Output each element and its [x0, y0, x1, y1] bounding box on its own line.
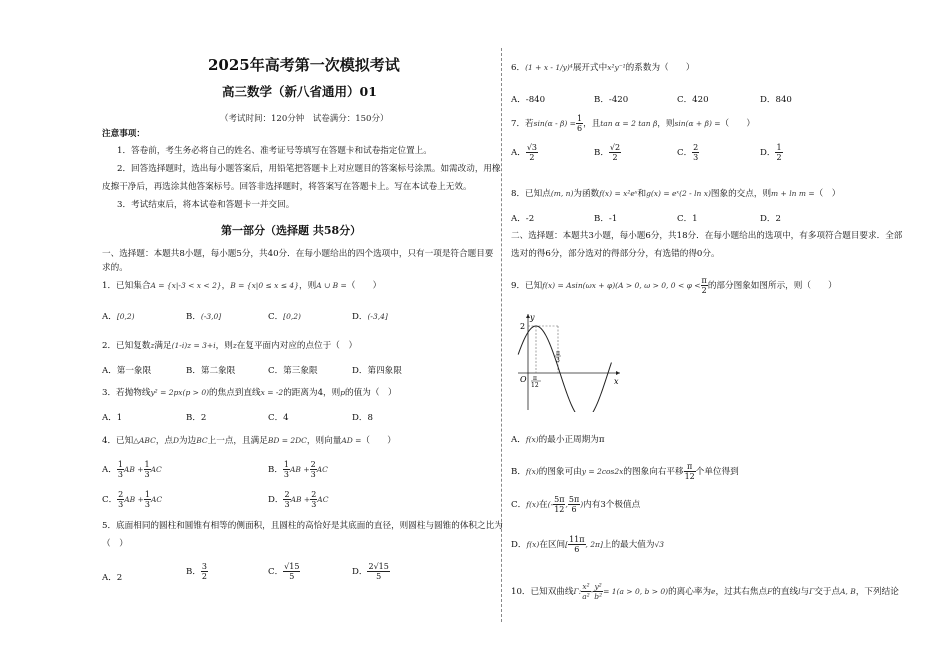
- q9-a-text: 的最小正周期为π: [538, 435, 605, 445]
- q7-c-num: 2: [693, 143, 699, 152]
- q7-option-c[interactable]: [677, 143, 699, 162]
- q5-blank: （ ）: [102, 539, 128, 549]
- graph-origin: O: [520, 375, 527, 384]
- q7-cond: tan α = 2 tan β: [600, 119, 658, 128]
- q10-pre: 10．已知双曲线: [511, 587, 574, 597]
- part2-intro-b: 选对的得6分，部分选对的得部分分，有选错的得0分。: [511, 249, 720, 259]
- q2-post2: 在复平面内对应的点位于（ ）: [236, 341, 358, 351]
- q2-post: ，则: [215, 341, 233, 351]
- q9-b-mid2: 的图象向右平移: [623, 467, 684, 477]
- q9-b-mid: 的图象可由: [538, 467, 582, 477]
- q5-b-label: B．: [186, 567, 201, 577]
- q4-d-t1: AB +: [290, 495, 311, 504]
- exam-title: 2025年高考第一次模拟考试: [208, 56, 400, 74]
- q9-post: 的部分图象如图所示，则（ ）: [707, 281, 837, 291]
- q7-b-frac: [609, 143, 621, 162]
- q3-line: x = -2: [260, 388, 284, 397]
- question-2: [102, 340, 357, 352]
- part2-intro-a: 二、选择题：本题共3小题，每小题6分，共18分．在每小题给出的选项中，有多项符合题目要求．全部: [511, 231, 903, 241]
- q1-option-b[interactable]: [186, 310, 221, 322]
- question-3: [102, 387, 397, 399]
- q7-expr2: sin(α + β) =: [674, 119, 721, 128]
- q10-F: F: [767, 587, 773, 596]
- q9-b-post: 个单位得到: [695, 467, 739, 477]
- q4-option-c[interactable]: [102, 490, 162, 509]
- q8-option-a[interactable]: A．-2: [511, 214, 535, 224]
- q8-pre: 8．已知点: [511, 189, 551, 199]
- q5-option-b[interactable]: [186, 562, 208, 581]
- graph-x1-den: 12: [531, 382, 539, 389]
- q9-den: 2: [701, 286, 707, 295]
- q10-AB: A, B: [840, 587, 856, 596]
- question-10: [511, 582, 899, 601]
- q7-expr: sin(α - β) =: [533, 119, 576, 128]
- q8-pt: (m, n): [550, 189, 574, 198]
- q9-b-g: y = 2cos2x: [581, 467, 624, 476]
- q1-post: ，则: [298, 281, 317, 291]
- q1-a-label: A．: [102, 312, 117, 322]
- q4-option-b[interactable]: [268, 460, 328, 479]
- q6-post: 的系数为（ ）: [625, 63, 695, 73]
- q7-b-den: 2: [612, 153, 618, 162]
- q9-option-c[interactable]: [511, 495, 640, 514]
- q4-c-frac2: [144, 490, 151, 509]
- q5-d-den: 5: [376, 572, 382, 581]
- q5-d-label: D．: [352, 567, 368, 577]
- q5-option-c[interactable]: [268, 562, 300, 581]
- q9-option-b[interactable]: [511, 462, 739, 481]
- q4-a-n1: 1: [117, 460, 123, 469]
- graph-x1-num: π: [533, 375, 537, 382]
- q6-term: x²y⁻¹: [607, 63, 626, 72]
- q9-c-n2: 5π: [568, 495, 580, 504]
- q4-pre: 4．已知: [102, 436, 134, 446]
- q9-a-f: f(x): [525, 435, 539, 444]
- q8-option-c[interactable]: C．1: [677, 214, 698, 224]
- q9-b-num: π: [684, 462, 696, 472]
- q7-b-label: B．: [594, 148, 609, 158]
- q6-expr: (1 + x - 1/y)⁴: [525, 63, 573, 72]
- q7-frac: [576, 114, 583, 133]
- q4-a-d2: 3: [144, 470, 150, 479]
- exam-subtitle: 高三数学（新八省通用）01: [222, 84, 377, 99]
- q2-pre: 2．已知复数: [102, 341, 151, 351]
- q4-c-d1: 3: [118, 500, 124, 509]
- q9-b-f: f(x): [525, 467, 539, 476]
- q2-option-d[interactable]: D．第四象限: [352, 366, 402, 376]
- q5-option-d[interactable]: [352, 562, 390, 581]
- q3-pre: 3．若抛物线: [102, 388, 151, 398]
- q1-set-b: B = {x|0 ≤ x ≤ 4}: [230, 281, 299, 290]
- q8-expr: m + ln m =: [771, 189, 815, 198]
- q9-d-post: 上的最大值为: [602, 540, 655, 550]
- q7-c-label: C．: [677, 148, 693, 158]
- q2-eq: (1-i)z = 3+i: [171, 341, 216, 350]
- q6-mid: 展开式中: [572, 63, 608, 73]
- q9-f: f(x) = Asin(ωx + φ): [542, 281, 616, 290]
- q1-expr: A ∪ B =: [316, 281, 347, 290]
- q1-option-c[interactable]: [268, 310, 301, 322]
- q6-pre: 6．: [511, 63, 526, 73]
- q2-var: z: [150, 341, 155, 350]
- q4-option-a[interactable]: [102, 460, 162, 479]
- q9-b-den: 12: [684, 472, 695, 481]
- q9-d-mid: 在区间: [539, 540, 566, 550]
- q10-mid: 的离心率为: [668, 587, 712, 597]
- sine-curve: [518, 326, 611, 412]
- q1-option-d[interactable]: [352, 310, 388, 322]
- q4-d-n2: 2: [311, 490, 317, 499]
- q4-blank: （ ）: [361, 436, 396, 446]
- q4-b-t1: AB +: [290, 465, 310, 474]
- q7-c-den: 3: [693, 153, 699, 162]
- q4-b-d1: 3: [283, 470, 290, 479]
- q5-b-num: 3: [201, 562, 208, 571]
- q7-mid: ，且: [583, 119, 601, 129]
- q4-d-label: D．: [268, 495, 284, 505]
- q4-b-frac1: [283, 460, 290, 479]
- q6-option-b[interactable]: B．-420: [594, 95, 629, 105]
- notice-heading: 注意事项：: [102, 129, 145, 139]
- q9-c-sep: ,: [565, 500, 568, 509]
- q10-mid2: ，过其右焦点: [715, 587, 768, 597]
- q9-sine-graph: [516, 310, 622, 412]
- q3-var: p: [340, 388, 346, 397]
- exam-info: （考试时间：120分钟 试卷满分：150分）: [220, 114, 389, 124]
- q3-post: 的值为（ ）: [345, 388, 397, 398]
- q9-c-post: 内有3个极值点: [583, 500, 641, 510]
- q10-mid4: 与: [800, 587, 810, 597]
- graph-x2-den: 3: [556, 357, 560, 364]
- question-7: [511, 114, 755, 133]
- q2-option-a[interactable]: A．第一象限: [102, 366, 152, 376]
- q3-mid2: 的距离为4，则: [283, 388, 341, 398]
- q5-c-frac: [283, 562, 300, 581]
- q4-c-n1: 2: [118, 490, 124, 499]
- q4-mid: ，点: [155, 436, 174, 446]
- q9-c-close: ): [580, 500, 584, 509]
- q4-c-t2: AC: [150, 495, 163, 504]
- q4-d-frac1: [283, 490, 290, 509]
- q4-pt: D: [173, 436, 180, 445]
- q9-c-d1: 12: [554, 505, 565, 514]
- q3-option-d[interactable]: D．8: [352, 413, 373, 423]
- q4-d-t2: AC: [317, 495, 329, 504]
- q9-option-d[interactable]: D．f(x)在区间[ $\frac{11\pi}{6}$ , 2π]上的最大值为√3: [511, 535, 665, 554]
- q7-den: 6: [576, 124, 583, 133]
- q5-c-num: √15: [284, 562, 300, 571]
- q4-b-n1: 1: [283, 460, 290, 469]
- q10-minus: -: [590, 587, 594, 596]
- q1-d-value: (-3,4]: [367, 312, 388, 321]
- question-1: [102, 280, 381, 292]
- q7-d-num: 1: [776, 143, 782, 152]
- q4-option-d[interactable]: [268, 490, 328, 509]
- q10-e: e: [711, 587, 716, 596]
- q4-a-label: A．: [102, 465, 117, 475]
- q4-vec: AD =: [341, 436, 362, 445]
- q5-d-num: 2√15: [368, 562, 389, 571]
- q7-num: 1: [576, 114, 583, 123]
- q7-pre: 7．若: [511, 119, 534, 129]
- q4-b-label: B．: [268, 465, 283, 475]
- q7-option-a[interactable]: [511, 143, 538, 162]
- q8-mid: 为函数: [573, 189, 600, 199]
- q7-a-den: 2: [529, 153, 535, 162]
- q9-option-a[interactable]: [511, 433, 604, 445]
- q7-blank: （ ）: [720, 119, 755, 129]
- q9-c-int: (-: [547, 500, 554, 509]
- q3-eq: y² = 2px(p > 0): [150, 388, 210, 397]
- q9-d-int: , 2π]: [585, 540, 603, 549]
- q4-cond: BD = 2DC: [267, 436, 307, 445]
- q6-option-c[interactable]: C．420: [677, 95, 709, 105]
- question-4: [102, 435, 396, 447]
- question-8: [511, 188, 840, 200]
- q4-a-t1: AB +: [123, 465, 144, 474]
- q9-b-label: B．: [511, 467, 526, 477]
- q9-pre: 9．已知: [511, 281, 543, 291]
- notice-item-2a: 2．回答选择题时，选出每小题答案后，用铅笔把答题卡上对应题目的答案标号涂黑。如需改动，用橡: [117, 164, 501, 174]
- q10-eq: = 1(a > 0, b > 0): [603, 587, 669, 596]
- q9-c-f: f(x): [526, 500, 540, 509]
- q4-tri: △ABC: [133, 436, 156, 445]
- q10-mid3: 的直线: [772, 587, 799, 597]
- graph-y-label: y: [530, 313, 535, 322]
- q4-a-frac2: [144, 460, 151, 479]
- q4-b-n2: 2: [310, 460, 316, 469]
- q5-b-den: 2: [201, 572, 208, 581]
- graph-x-label: x: [614, 377, 619, 386]
- graph-y-tick-2: 2: [520, 322, 526, 331]
- question-9: [511, 276, 837, 295]
- q4-c-n2: 1: [144, 490, 150, 499]
- q5-d-frac: [367, 562, 389, 581]
- q8-post: 图象的交点，则: [710, 189, 772, 199]
- q4-a-d1: 3: [117, 470, 123, 479]
- q7-a-num: √3: [526, 143, 537, 152]
- q9-d-frac: [568, 535, 585, 554]
- q5-b-frac: [201, 562, 208, 581]
- q5-option-a[interactable]: A．2: [102, 573, 123, 583]
- q4-a-n2: 1: [144, 460, 150, 469]
- q9-c-n1: 5π: [554, 495, 565, 504]
- q3-option-c[interactable]: C．4: [268, 413, 289, 423]
- q4-mid2: 为边: [179, 436, 197, 446]
- q3-mid: 的焦点到直线: [209, 388, 261, 398]
- notice-item-2b: 皮擦干净后，再选涂其他答案标号。回答非选择题时，将答案写在答题卡上。写在本试卷上无效。: [102, 182, 472, 192]
- part1-intro-b: 求的。: [102, 263, 128, 273]
- q7-c-frac: [692, 143, 699, 162]
- q1-b-value: (-3,0]: [200, 312, 222, 321]
- q4-c-label: C．: [102, 495, 118, 505]
- part1-intro-a: 一、选择题：本题共8小题，每小题5分，共40分．在每小题给出的四个选项中，只有一项是符合题目要: [102, 249, 494, 259]
- question-6: [511, 62, 694, 74]
- q1-c-value: [0,2): [283, 312, 301, 321]
- q9-d-d1: 6: [574, 545, 580, 554]
- q3-option-a[interactable]: A．1: [102, 413, 123, 423]
- q2-mid: 满足: [154, 341, 172, 351]
- q9-d-val: √3: [654, 540, 665, 549]
- q10-xn: x²: [582, 582, 590, 591]
- q4-d-d1: 3: [284, 500, 290, 509]
- q9-frac: [701, 276, 708, 295]
- q4-b-d2: 3: [310, 470, 316, 479]
- q1-sep: ，: [221, 281, 231, 291]
- q7-a-label: A．: [511, 148, 526, 158]
- column-divider: [501, 48, 502, 622]
- q10-yfrac: [590, 582, 603, 601]
- q8-g: g(x) = eˣ(2 - ln x): [646, 189, 711, 198]
- q9-c-mid: 在: [539, 500, 548, 510]
- q9-c-d2: 6: [571, 505, 577, 514]
- x-axis-arrow: [616, 371, 620, 375]
- q10-l: l: [798, 587, 801, 596]
- q8-f: f(x) = x²eˣ: [599, 189, 638, 198]
- q4-mid3: 上一点，且满足: [207, 436, 268, 446]
- q5-c-den: 5: [289, 572, 295, 581]
- q9-d-n1: 11π: [569, 535, 585, 544]
- q7-post: ，则: [657, 119, 675, 129]
- q9-b-frac: [684, 462, 696, 481]
- q7-b-num: √2: [609, 143, 621, 152]
- q9-cond: (A > 0, ω > 0, 0 < φ <: [615, 281, 701, 290]
- q7-option-d[interactable]: [760, 143, 783, 162]
- q10-xfrac: [581, 582, 590, 601]
- q1-c-label: C．: [268, 312, 284, 322]
- q9-num: π: [701, 276, 707, 285]
- q9-d-f: f(x): [526, 540, 540, 549]
- q9-c-frac1: [553, 495, 568, 514]
- q10-xd: a²: [582, 592, 590, 601]
- q5-c-label: C．: [268, 567, 284, 577]
- q10-post: ，下列结论: [855, 587, 899, 597]
- notice-item-1: 1．答卷前，考生务必将自己的姓名、准考证号等填写在答题卡和试卷指定位置上。: [117, 146, 432, 156]
- q2-var-2: z: [232, 341, 237, 350]
- q7-d-den: 2: [776, 153, 782, 162]
- q4-b-t2: AC: [316, 465, 328, 474]
- q10-mid5: 交于点: [814, 587, 841, 597]
- q7-d-frac: [775, 143, 782, 162]
- q1-pre: 1．已知集合: [102, 281, 151, 291]
- q6-option-d[interactable]: D．840: [760, 95, 792, 105]
- notice-item-3: 3．考试结束后，将本试卷和答题卡一并交回。: [117, 200, 295, 210]
- q8-blank: （ ）: [814, 189, 841, 199]
- q4-a-frac1: [117, 460, 124, 479]
- q4-d-n1: 2: [284, 490, 290, 499]
- q9-c-frac2: [568, 495, 580, 514]
- q7-d-label: D．: [760, 148, 776, 158]
- q4-c-t1: AB +: [124, 495, 144, 504]
- q9-c-label: C．: [511, 500, 527, 510]
- q3-option-b[interactable]: B．2: [186, 413, 207, 423]
- q2-option-c[interactable]: C．第三象限: [268, 366, 318, 376]
- q10-yn: y²: [594, 582, 602, 591]
- q8-option-b[interactable]: B．-1: [594, 214, 618, 224]
- q4-a-t2: AC: [150, 465, 162, 474]
- q1-a-value: [0,2): [116, 312, 135, 321]
- q4-c-d2: 3: [144, 500, 150, 509]
- q1-b-label: B．: [186, 312, 201, 322]
- q9-a-label: A．: [511, 435, 526, 445]
- q1-option-a[interactable]: [102, 310, 135, 322]
- q7-option-b[interactable]: [594, 143, 621, 162]
- q10-G: Γ: [809, 587, 815, 596]
- graph-x2-num: π: [556, 350, 560, 357]
- q8-option-d[interactable]: D．2: [760, 214, 781, 224]
- q10-yd: b²: [594, 592, 603, 601]
- question-5: 5．底面相同的圆柱和圆锥有相等的侧面积，且圆柱的高恰好是其底面的直径，则圆柱与圆锥的体积之比为: [102, 521, 503, 531]
- q9-d-label: D．: [511, 540, 527, 550]
- q1-blank: （ ）: [346, 281, 382, 291]
- q1-d-label: D．: [352, 312, 368, 322]
- q4-b-frac2: [310, 460, 317, 479]
- q6-option-a[interactable]: A．-840: [511, 95, 546, 105]
- q4-d-d2: 3: [311, 500, 317, 509]
- q1-set-a: A = {x|-3 < x < 2}: [150, 281, 222, 290]
- q4-side: BC: [196, 436, 208, 445]
- q8-and: 和: [637, 189, 647, 199]
- q2-option-b[interactable]: B．第二象限: [186, 366, 236, 376]
- q4-post: ，则向量: [306, 436, 342, 446]
- q7-a-frac: [526, 143, 538, 162]
- q10-name: Γ:: [573, 587, 582, 596]
- part1-heading: 第一部分（选择题 共58分）: [221, 224, 362, 237]
